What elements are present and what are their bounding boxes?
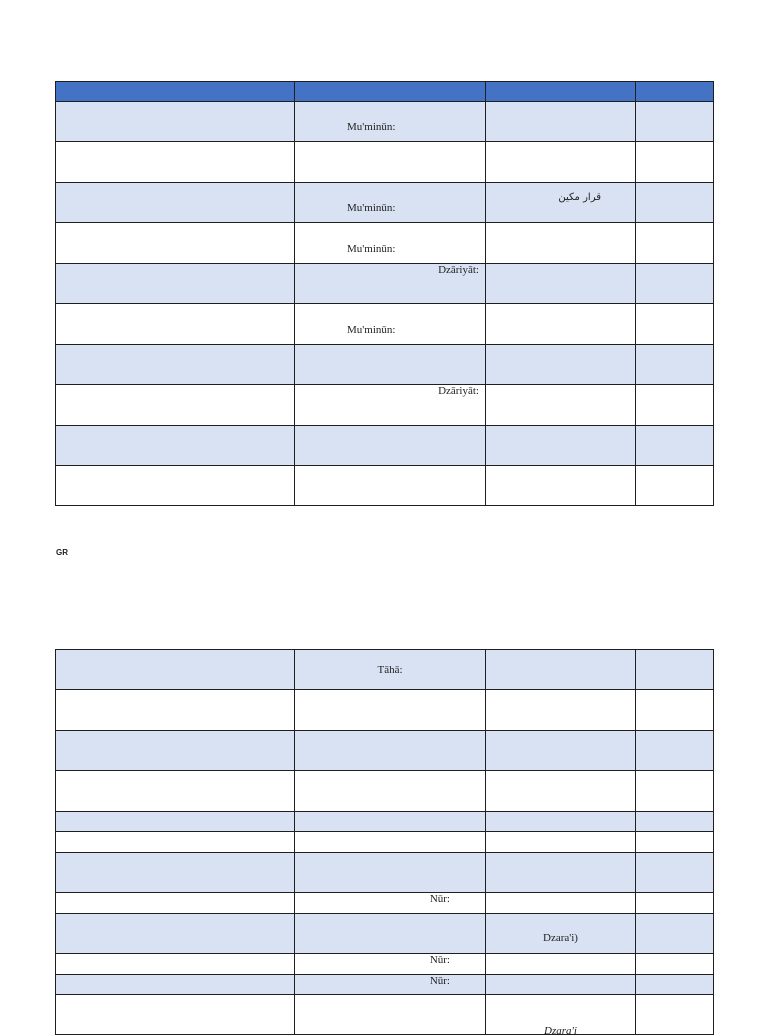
table-cell (295, 345, 486, 385)
bottom-table (55, 649, 714, 1035)
table-cell (636, 995, 714, 1035)
table-cell (636, 466, 714, 506)
table-cell (636, 183, 714, 223)
table-cell (486, 832, 636, 853)
surah-label: Dzāriyāt: (438, 385, 479, 397)
table-row (56, 183, 714, 223)
table-cell (636, 264, 714, 304)
table-cell (295, 183, 486, 223)
table-cell (56, 102, 295, 142)
table-cell (56, 345, 295, 385)
table-row (56, 304, 714, 345)
table-cell (486, 853, 636, 893)
surah-label: Nūr: (429, 893, 450, 905)
table-row (56, 690, 714, 731)
table-cell (295, 954, 486, 975)
table-cell (56, 264, 295, 304)
table-cell (56, 914, 295, 954)
table-cell (56, 183, 295, 223)
surah-label: Mu'minūn: (347, 121, 396, 133)
table-cell (636, 304, 714, 345)
table-row (56, 832, 714, 853)
table-cell (486, 650, 636, 690)
table-row (56, 102, 714, 142)
table-cell (636, 385, 714, 426)
table-cell (486, 345, 636, 385)
table-row (56, 650, 714, 690)
table-cell (486, 385, 636, 426)
table-row (56, 142, 714, 183)
surah-label: Mu'minūn: (347, 243, 396, 255)
table-row (56, 812, 714, 832)
table-cell (295, 102, 486, 142)
table-cell (295, 771, 486, 812)
table-cell (56, 426, 295, 466)
table-cell (636, 223, 714, 264)
table-cell (295, 853, 486, 893)
table-cell (636, 345, 714, 385)
table-cell (295, 893, 486, 914)
table-cell (295, 995, 486, 1035)
table-row (56, 975, 714, 995)
table-cell (295, 812, 486, 832)
table-cell (295, 731, 486, 771)
table-row (56, 223, 714, 264)
table-cell (56, 975, 295, 995)
table-cell (636, 690, 714, 731)
surah-label: Nūr: (429, 975, 450, 987)
table-row (56, 853, 714, 893)
table-row (56, 426, 714, 466)
table-cell (56, 142, 295, 183)
header-cell (56, 82, 295, 102)
table-cell (636, 832, 714, 853)
table-cell (636, 893, 714, 914)
table-cell (486, 812, 636, 832)
table-cell (56, 650, 295, 690)
table-cell (295, 975, 486, 995)
table-row (56, 995, 714, 1035)
table-cell (636, 975, 714, 995)
table-header-row (56, 82, 714, 102)
table-cell (295, 466, 486, 506)
header-cell (486, 82, 636, 102)
table-cell (56, 771, 295, 812)
header-cell (636, 82, 714, 102)
table-cell (56, 731, 295, 771)
table-cell (56, 995, 295, 1035)
table-cell (56, 954, 295, 975)
table-cell (486, 426, 636, 466)
table-row (56, 345, 714, 385)
table-cell (486, 975, 636, 995)
table-cell (486, 954, 636, 975)
surah-label: Mu'minūn: (347, 202, 396, 214)
dzarai-label: Dzara'i (544, 1025, 577, 1035)
table-row (56, 893, 714, 914)
footnote-label: GR (56, 548, 68, 557)
table-cell (295, 385, 486, 426)
surah-label: Nūr: (429, 954, 450, 966)
table-cell (486, 304, 636, 345)
table-cell (486, 731, 636, 771)
table-row (56, 264, 714, 304)
table-cell (295, 914, 486, 954)
table-cell (56, 690, 295, 731)
table-cell (636, 142, 714, 183)
table-cell (56, 304, 295, 345)
table-cell (295, 264, 486, 304)
table-cell (295, 832, 486, 853)
table-cell (486, 183, 636, 223)
table-cell (56, 466, 295, 506)
table-cell (56, 832, 295, 853)
table-cell (295, 690, 486, 731)
table-cell (486, 142, 636, 183)
table-cell (295, 304, 486, 345)
top-table (55, 81, 714, 506)
table-cell (636, 426, 714, 466)
surah-label: Tāhā: (377, 664, 403, 676)
dzarai-label: Dzara'i) (543, 932, 578, 944)
table-cell (486, 893, 636, 914)
table-cell (295, 650, 486, 690)
table-cell (295, 142, 486, 183)
surah-label: Dzāriyāt: (438, 264, 479, 276)
table-cell (636, 771, 714, 812)
table-row (56, 731, 714, 771)
table-cell (486, 223, 636, 264)
table-row (56, 771, 714, 812)
table-cell (636, 812, 714, 832)
table-row (56, 914, 714, 954)
table-cell (636, 650, 714, 690)
surah-label: Mu'minūn: (347, 324, 396, 336)
table-cell (56, 385, 295, 426)
table-cell (636, 914, 714, 954)
table-cell (486, 995, 636, 1035)
arabic-phrase: قرار مكين (558, 192, 601, 203)
table-cell (56, 223, 295, 264)
table-row (56, 385, 714, 426)
table-row (56, 954, 714, 975)
table-row (56, 466, 714, 506)
table-cell (295, 426, 486, 466)
table-cell (295, 223, 486, 264)
table-cell (486, 771, 636, 812)
table-cell (56, 893, 295, 914)
table-cell (636, 954, 714, 975)
table-cell (486, 690, 636, 731)
table-cell (486, 264, 636, 304)
table-cell (56, 853, 295, 893)
header-cell (295, 82, 486, 102)
table-cell (486, 466, 636, 506)
table-cell (56, 812, 295, 832)
table-cell (636, 731, 714, 771)
table-cell (636, 102, 714, 142)
table-cell (636, 853, 714, 893)
table-cell (486, 102, 636, 142)
table-cell (486, 914, 636, 954)
